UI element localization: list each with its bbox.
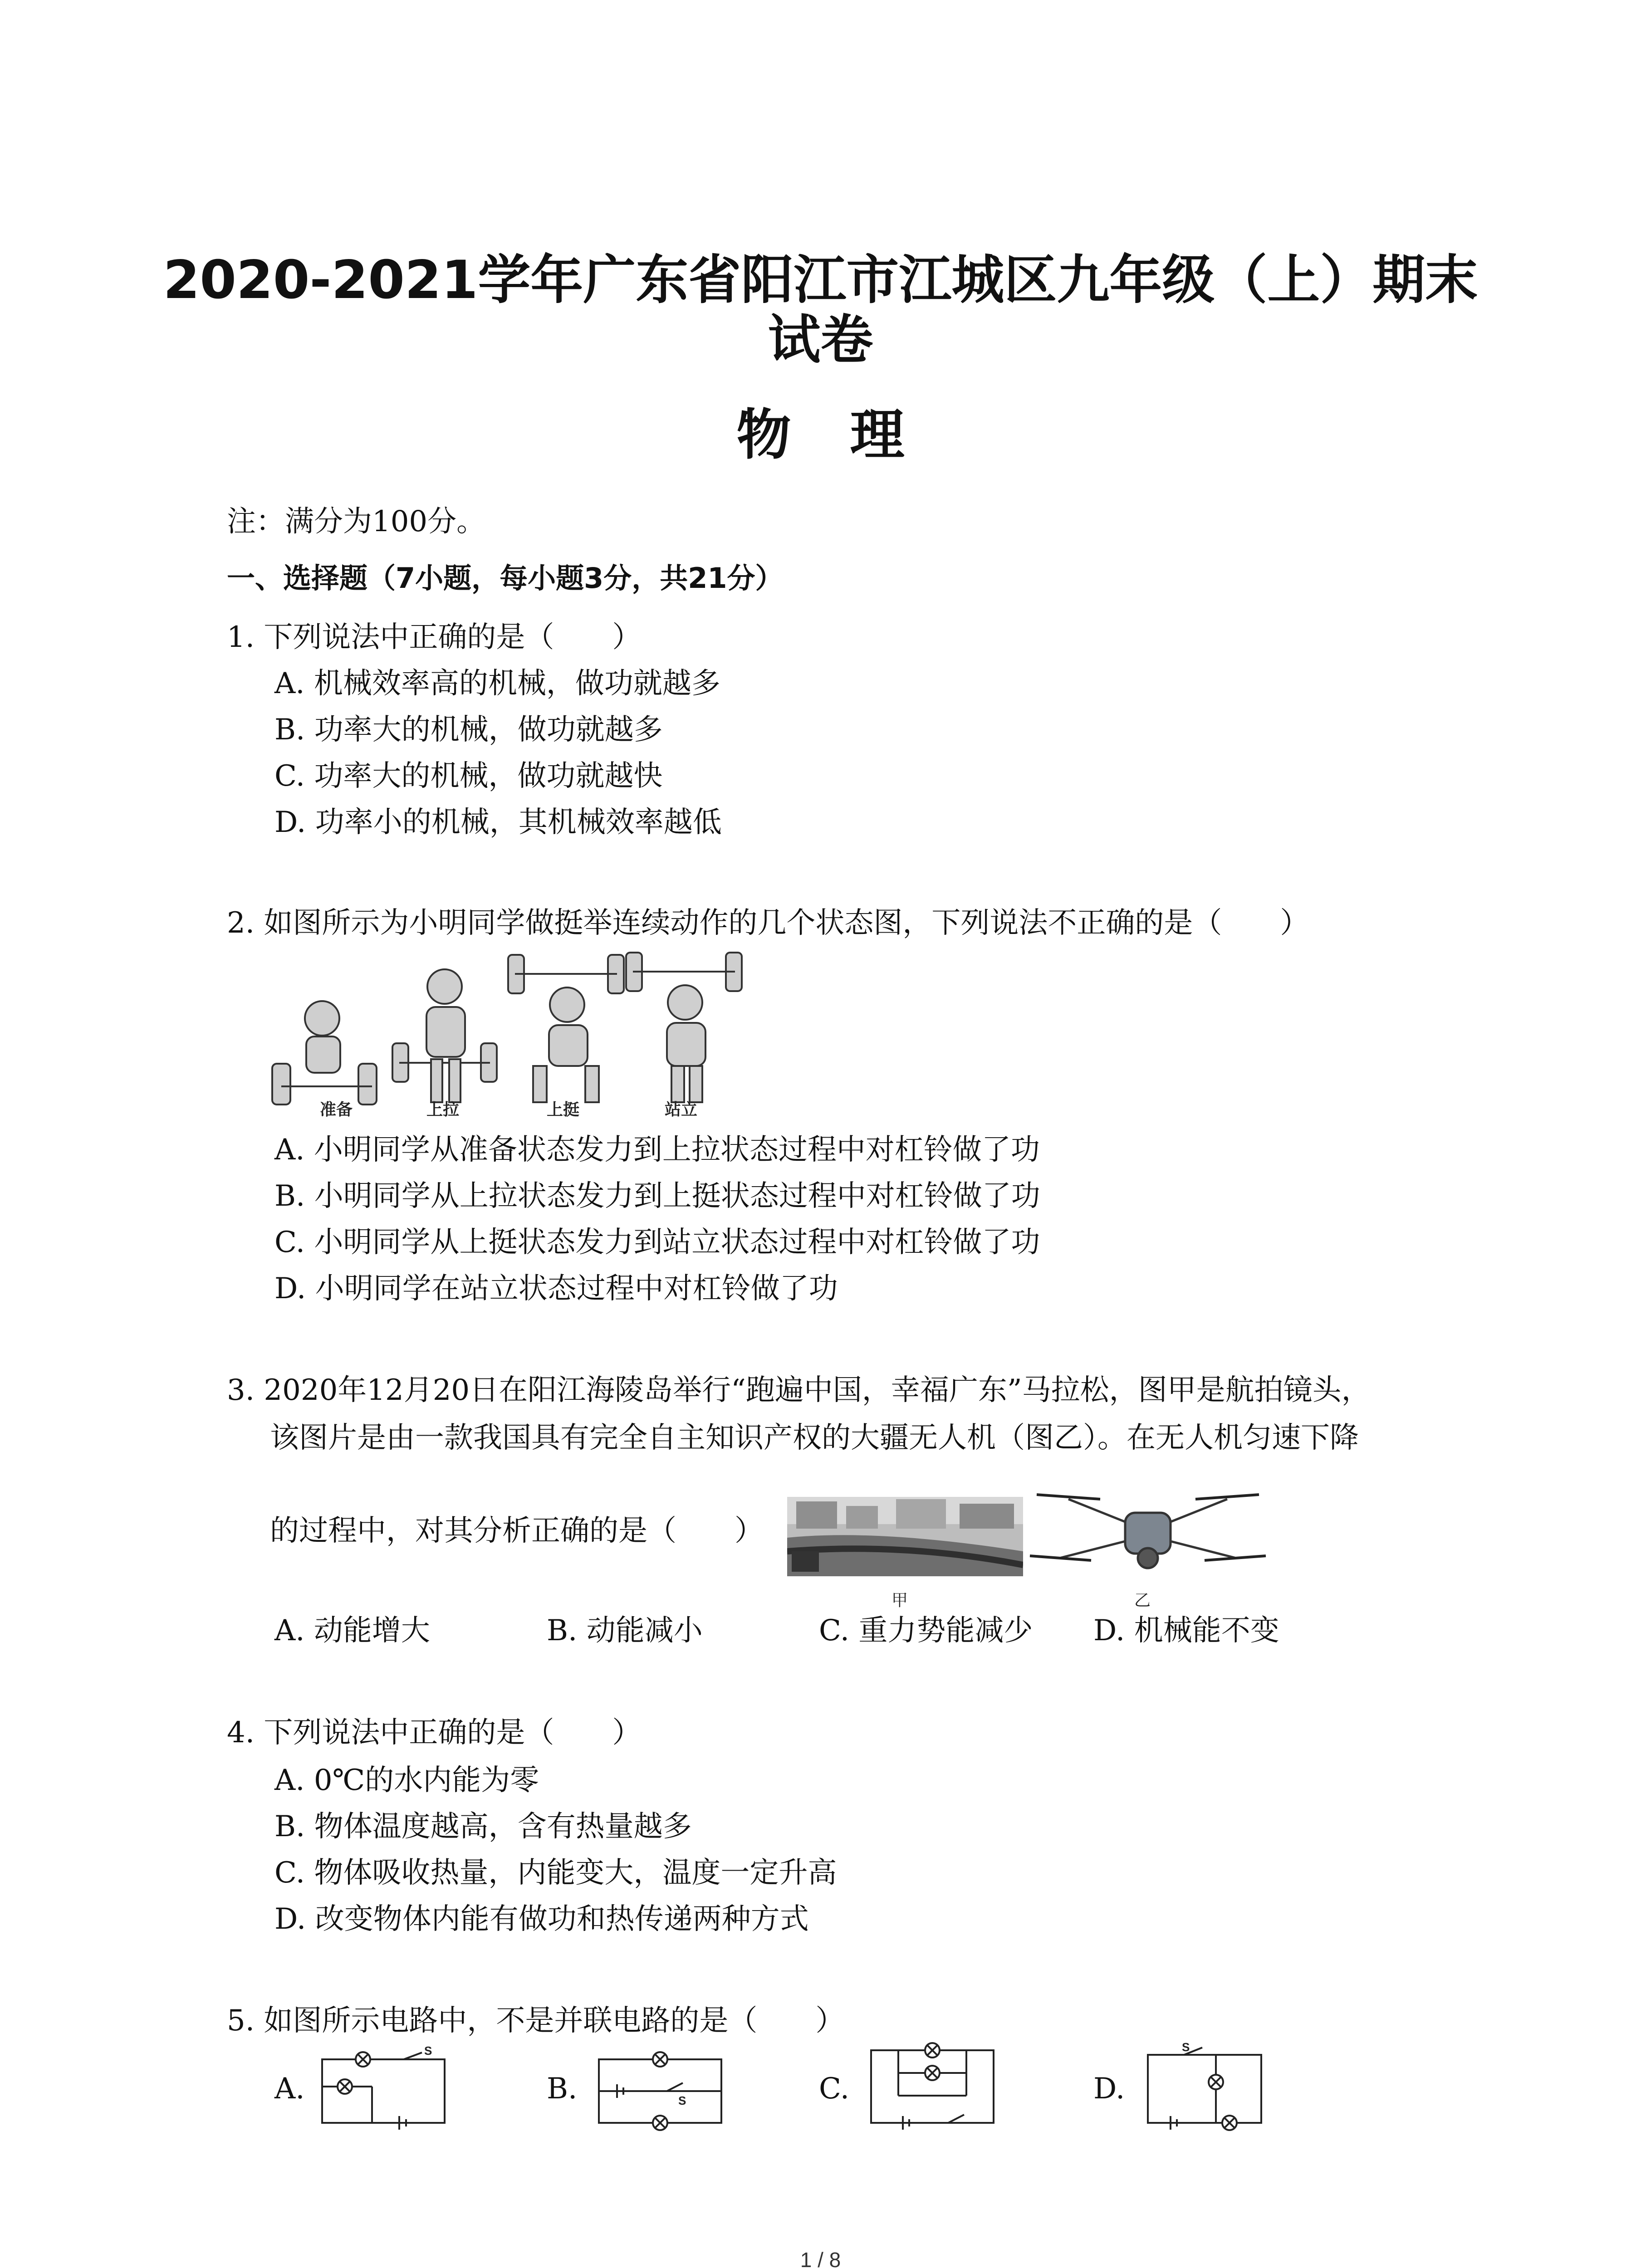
- switch-label: S: [678, 2094, 686, 2107]
- q5-option-c: C.: [819, 2072, 850, 2106]
- q3-option-a: A. 动能增大: [274, 1614, 430, 1647]
- circuit-diagram-c: [862, 2041, 1007, 2132]
- switch-label: S: [424, 2044, 432, 2058]
- question-3-stem-line1: 3. 2020年12月20日在阳江海陵岛举行“跑遍中国，幸福广东”马拉松，图甲是航拍镜头，: [227, 1374, 1371, 1407]
- caption-jerk: 上挺: [547, 1100, 580, 1119]
- question-3-stem-line3: 的过程中，对其分析正确的是（ ）: [270, 1514, 764, 1548]
- circuit-diagram-b: [590, 2041, 735, 2132]
- caption-yi: 乙: [1134, 1591, 1151, 1610]
- q3-option-b: B. 动能减小: [547, 1614, 703, 1647]
- q1-option-c: C. 功率大的机械，做功就越快: [274, 759, 663, 793]
- q2-option-d: D. 小明同学在站立状态过程中对杠铃做了功: [274, 1272, 838, 1305]
- exam-title-continued: 试卷: [768, 309, 873, 371]
- question-3-stem-line2: 该图片是由一款我国具有完全自主知识产权的大疆无人机（图乙）。在无人机匀速下降: [270, 1421, 1359, 1455]
- switch-label: S: [1182, 2041, 1190, 2054]
- q1-option-a: A. 机械效率高的机械，做功就越多: [274, 667, 720, 700]
- circuit-diagram-d: [1139, 2041, 1275, 2132]
- q5-option-a: A.: [274, 2072, 305, 2106]
- question-1-stem: 1. 下列说法中正确的是（ ）: [227, 621, 642, 654]
- section-heading: 一、选择题（7小题，每小题3分，共21分）: [227, 562, 784, 595]
- subject-title: 物理: [736, 404, 964, 467]
- q5-option-d: D.: [1093, 2072, 1125, 2106]
- q5-option-b: B.: [547, 2072, 578, 2106]
- caption-jia: 甲: [892, 1591, 908, 1610]
- caption-pull: 上拉: [426, 1100, 460, 1119]
- q2-option-a: A. 小明同学从准备状态发力到上拉状态过程中对杠铃做了功: [274, 1133, 1040, 1167]
- exam-title: 2020-2021学年广东省阳江市江城区九年级（上）期末: [163, 249, 1478, 311]
- question-2-stem: 2. 如图所示为小明同学做挺举连续动作的几个状态图，下列说法不正确的是（ ）: [227, 906, 1309, 940]
- q2-option-c: C. 小明同学从上挺状态发力到站立状态过程中对杠铃做了功: [274, 1226, 1040, 1259]
- q4-option-a: A. 0℃的水内能为零: [274, 1764, 539, 1797]
- question-4-stem: 4. 下列说法中正确的是（ ）: [227, 1716, 642, 1750]
- drone-image: [1028, 1481, 1268, 1585]
- caption-stand: 站立: [665, 1100, 698, 1119]
- aerial-photo: [787, 1497, 1023, 1576]
- circuit-diagram-a: [313, 2041, 458, 2132]
- q2-option-b: B. 小明同学从上拉状态发力到上挺状态过程中对杠铃做了功: [274, 1179, 1040, 1213]
- weightlifting-figure: [268, 950, 758, 1114]
- q1-option-d: D. 功率小的机械，其机械效率越低: [274, 806, 722, 839]
- q4-option-c: C. 物体吸收热量，内能变大，温度一定升高: [274, 1856, 837, 1890]
- q3-option-c: C. 重力势能减少: [819, 1614, 1033, 1647]
- q1-option-b: B. 功率大的机械，做功就越多: [274, 713, 663, 747]
- page-number: 1 / 8: [800, 2248, 841, 2268]
- q3-option-d: D. 机械能不变: [1093, 1614, 1279, 1647]
- q4-option-d: D. 改变物体内能有做功和热传递两种方式: [274, 1902, 809, 1936]
- question-5-stem: 5. 如图所示电路中，不是并联电路的是（ ）: [227, 2004, 845, 2038]
- q4-option-b: B. 物体温度越高，含有热量越多: [274, 1810, 692, 1843]
- score-note: 注：满分为100分。: [227, 505, 486, 538]
- caption-prepare: 准备: [320, 1100, 353, 1119]
